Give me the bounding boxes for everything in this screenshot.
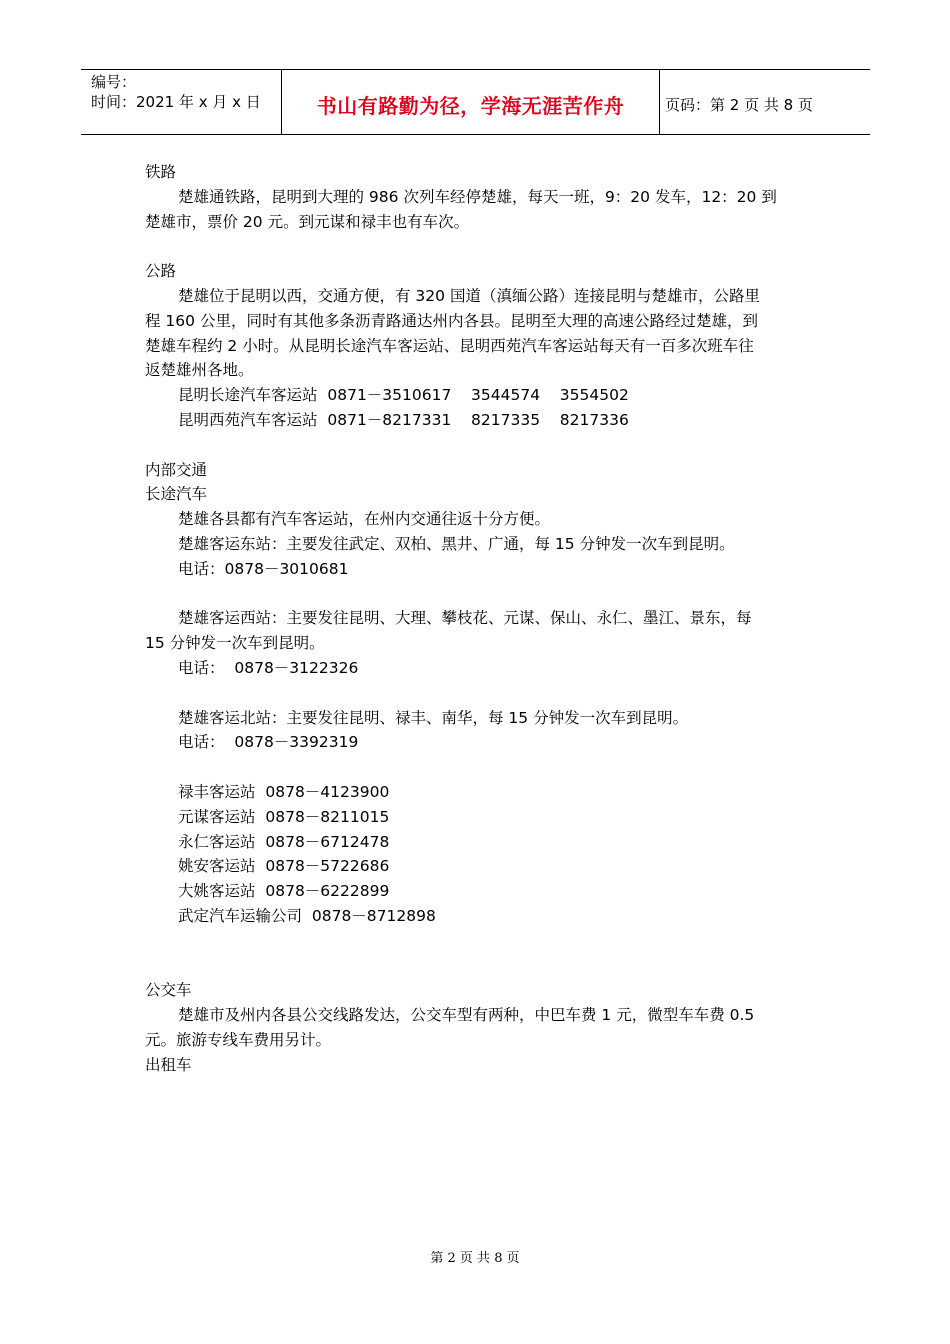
list-item: 大姚客运站 0878－6222899 bbox=[178, 882, 390, 901]
paragraph-line: 返楚雄州各地。 bbox=[145, 361, 254, 380]
list-item: 禄丰客运站 0878－4123900 bbox=[178, 782, 390, 801]
page-footer: 第 2 页 共 8 页 bbox=[430, 1251, 520, 1266]
section-title-internal: 内部交通 bbox=[145, 460, 208, 479]
station-phone-line: 昆明长途汽车客运站 0871－3510617 3544574 3554502 bbox=[178, 386, 629, 405]
station-phone: 电话：0878－3010681 bbox=[178, 559, 349, 578]
section-title-railway: 铁路 bbox=[145, 163, 177, 181]
station-phone: 电话： 0878－3392319 bbox=[178, 733, 359, 752]
station-description: 楚雄客运西站：主要发往昆明、大理、攀枝花、元谋、保山、永仁、墨江、景东，每 bbox=[178, 609, 752, 628]
paragraph-line: 程 160 公里，同时有其他多条沥青路通达州内各县。昆明至大理的高速公路经过楚雄，到 bbox=[145, 311, 758, 330]
list-item: 姚安客运站 0878－5722686 bbox=[178, 857, 390, 876]
header-page-code: 页码：第 2 页 共 8 页 bbox=[665, 95, 813, 114]
station-description: 楚雄客运东站：主要发往武定、双柏、黑井、广通，每 15 分钟发一次车到昆明。 bbox=[178, 534, 735, 553]
station-phone: 电话： 0878－3122326 bbox=[178, 658, 359, 677]
subsection-title-longbus: 长途汽车 bbox=[145, 485, 208, 504]
header-meta bbox=[81, 70, 282, 134]
document-body bbox=[145, 160, 810, 1077]
paragraph-line: 楚雄位于昆明以西，交通方便，有 320 国道（滇缅公路）连接昆明与楚雄市，公路里 bbox=[178, 286, 760, 305]
number-label: 编号： bbox=[91, 73, 137, 91]
station-description: 15 分钟发一次车到昆明。 bbox=[145, 634, 325, 653]
list-item: 元谋客运站 0878－8211015 bbox=[178, 807, 390, 826]
paragraph-line: 楚雄通铁路，昆明到大理的 986 次列车经停楚雄，每天一班，9：20 发车，12：20 到 bbox=[178, 187, 777, 206]
paragraph-line: 楚雄车程约 2 小时。从昆明长途汽车客运站、昆明西苑汽车客运站每天有一百多次班车往 bbox=[145, 336, 754, 355]
paragraph-line: 楚雄市，票价 20 元。到元谋和禄丰也有车次。 bbox=[145, 212, 470, 231]
section-title-highway: 公路 bbox=[145, 262, 177, 281]
list-item: 武定汽车运输公司 0878－8712898 bbox=[178, 906, 436, 925]
time-label: 时间：2021 年 x 月 x 日 bbox=[91, 93, 261, 111]
section-title-taxi: 出租车 bbox=[145, 1055, 192, 1074]
paragraph-line: 楚雄市及州内各县公交线路发达，公交车型有两种，中巴车费 1 元，微型车车费 0.5 bbox=[178, 1006, 755, 1025]
section-title-citybus: 公交车 bbox=[145, 981, 192, 1000]
station-description: 楚雄客运北站：主要发往昆明、禄丰、南华，每 15 分钟发一次车到昆明。 bbox=[178, 708, 689, 727]
header-motto: 书山有路勤为径，学海无涯苦作舟 bbox=[282, 70, 660, 134]
list-item: 永仁客运站 0878－6712478 bbox=[178, 832, 390, 851]
page-header bbox=[81, 69, 870, 135]
paragraph-line: 元。旅游专线车费用另计。 bbox=[145, 1030, 332, 1049]
station-phone-line: 昆明西苑汽车客运站 0871－8217331 8217335 8217336 bbox=[178, 410, 629, 429]
paragraph-line: 楚雄各县都有汽车客运站，在州内交通往返十分方便。 bbox=[178, 510, 551, 529]
